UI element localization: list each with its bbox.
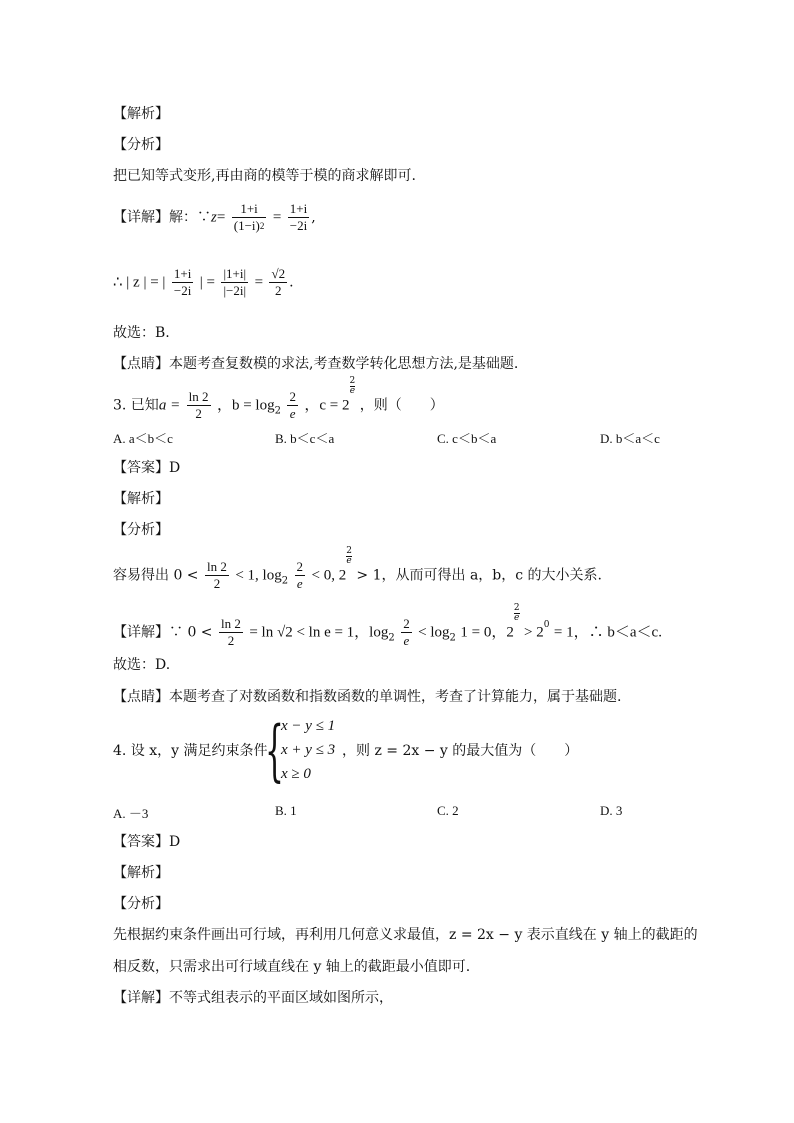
numerator: √2 bbox=[271, 266, 286, 281]
var-z: z bbox=[211, 209, 217, 226]
subscript: 2 bbox=[274, 405, 281, 417]
denominator: e bbox=[296, 576, 303, 591]
denominator: e bbox=[289, 406, 296, 421]
superscript: 0 bbox=[543, 620, 550, 630]
den-text: (1−i) bbox=[233, 218, 260, 233]
q3-analysis-label: 【解析】 bbox=[113, 491, 169, 507]
end: > 2 bbox=[524, 624, 544, 641]
constraint-3: x ≥ 0 bbox=[281, 766, 311, 782]
q3-option-c: C. c＜b＜a bbox=[437, 431, 497, 446]
fraction bbox=[219, 616, 243, 649]
q3-select: 故选：D. bbox=[113, 657, 171, 673]
comma: , bbox=[311, 209, 316, 226]
equals: = bbox=[272, 209, 282, 226]
numerator: 1+i bbox=[232, 201, 267, 218]
fraction bbox=[295, 559, 306, 592]
denominator: −2i bbox=[173, 283, 192, 298]
q3-c: ，c = 2 bbox=[304, 397, 350, 414]
end: > 1，从而可得出 a，b，c 的大小关系. bbox=[356, 567, 602, 584]
question-3 bbox=[113, 376, 444, 422]
den-sup: 2 bbox=[259, 221, 265, 231]
detail-prefix: 【详解】解：∵ bbox=[113, 209, 211, 226]
denominator: e bbox=[403, 633, 410, 648]
exponent-fraction bbox=[350, 377, 356, 396]
q4-option-d: D. 3 bbox=[600, 803, 623, 818]
denominator: 2 bbox=[195, 406, 202, 421]
q4-summary-label: 【分析】 bbox=[113, 896, 169, 912]
constraint-2: x + y ≤ 3 bbox=[281, 742, 336, 758]
denominator: 2 bbox=[275, 283, 282, 298]
q3-a: a = bbox=[158, 397, 181, 414]
q4-analysis-2: 相反数，只需求出可行域直线在 y 轴上的截距最小值即可. bbox=[113, 959, 471, 975]
period: . bbox=[289, 274, 294, 291]
exponent-fraction bbox=[346, 547, 352, 566]
fraction bbox=[232, 201, 267, 234]
numerator: 1+i bbox=[289, 201, 308, 216]
fraction bbox=[172, 266, 193, 299]
prefix: 【详解】∵ 0 < bbox=[113, 624, 213, 641]
exp-num: 2 bbox=[346, 546, 352, 556]
fraction bbox=[269, 266, 287, 299]
exp-den: e bbox=[514, 613, 520, 623]
fraction bbox=[187, 389, 211, 422]
q4-option-c: C. 2 bbox=[437, 803, 459, 818]
q3-note: 【点睛】本题考查了对数函数和指数函数的单调性，考查了计算能力，属于基础题. bbox=[113, 689, 622, 705]
q4-answer: 【答案】D bbox=[113, 834, 181, 850]
subscript: 2 bbox=[449, 632, 456, 644]
numerator: ln 2 bbox=[188, 389, 209, 404]
q4-option-b: B. 1 bbox=[275, 803, 297, 818]
numerator: 2 bbox=[296, 559, 304, 574]
numerator: ln 2 bbox=[221, 616, 241, 631]
q3-summary-label: 【分析】 bbox=[113, 522, 169, 538]
brace-icon: { bbox=[265, 712, 284, 789]
fraction bbox=[288, 201, 309, 234]
exp-den: e bbox=[346, 556, 352, 566]
denominator bbox=[232, 218, 267, 234]
denominator: |−2i| bbox=[223, 283, 247, 298]
detail-line-1 bbox=[113, 201, 316, 234]
q3-option-d: D. b＜a＜c bbox=[600, 431, 660, 446]
numerator: |1+i| bbox=[223, 266, 247, 281]
mid3: 1 = 0，2 bbox=[460, 624, 514, 641]
q4-analysis-label: 【解析】 bbox=[113, 865, 169, 881]
denominator: 2 bbox=[227, 633, 235, 648]
mid2: < 0, 2 bbox=[311, 567, 347, 584]
mid2: < log bbox=[418, 624, 450, 641]
section-label-summary: 【分析】 bbox=[113, 137, 169, 153]
end2: = 1，∴ b＜a＜c. bbox=[553, 624, 662, 641]
numerator: ln 2 bbox=[207, 559, 227, 574]
constraint-1: x − y ≤ 1 bbox=[281, 718, 336, 734]
q3-end: ，则（ ） bbox=[359, 397, 444, 414]
prefix: 容易得出 0 < bbox=[113, 567, 199, 584]
equals: = bbox=[254, 274, 264, 291]
detail-line-2 bbox=[113, 266, 294, 299]
subscript: 2 bbox=[281, 575, 289, 587]
modulus-prefix: ∴ | z | = | bbox=[113, 274, 166, 291]
answer-select: 故选：B. bbox=[113, 325, 170, 341]
q3-answer: 【答案】D bbox=[113, 460, 181, 476]
equals: = bbox=[216, 209, 226, 226]
q4-end: ，则 z = 2x − y 的最大值为（ ） bbox=[342, 743, 579, 759]
note: 【点睛】本题考查复数模的求法,考查数学转化思想方法,是基础题. bbox=[113, 356, 519, 372]
modulus-mid: | = bbox=[199, 274, 215, 291]
numerator: 2 bbox=[289, 389, 296, 404]
fraction bbox=[221, 266, 248, 299]
mid: = ln √2 < ln e = 1，log bbox=[249, 624, 389, 641]
q4-option-a: A. －3 bbox=[113, 806, 149, 821]
mid: < 1, log bbox=[235, 567, 282, 584]
q4-detail: 【详解】不等式组表示的平面区域如图所示， bbox=[113, 990, 393, 1006]
exponent-fraction bbox=[514, 604, 520, 623]
q3-detail-text bbox=[113, 603, 662, 649]
fraction bbox=[287, 389, 298, 422]
denominator: −2i bbox=[289, 218, 308, 233]
q4-prefix: 4. 设 x，y 满足约束条件 bbox=[113, 743, 268, 759]
numerator: 2 bbox=[403, 616, 410, 631]
q4-analysis-1: 先根据约束条件画出可行域，再利用几何意义求最值，z = 2x − y 表示直线在 y 轴上的截距的 bbox=[113, 927, 698, 943]
subscript: 2 bbox=[388, 632, 395, 644]
fraction bbox=[205, 559, 229, 592]
exp-den: e bbox=[349, 386, 356, 396]
exp-num: 2 bbox=[513, 603, 520, 613]
exp-num: 2 bbox=[349, 376, 356, 386]
analysis-text: 把已知等式变形,再由商的模等于模的商求解即可. bbox=[113, 168, 416, 184]
q3-prefix: 3. 已知 bbox=[113, 397, 159, 414]
q3-option-b: B. b＜c＜a bbox=[275, 431, 335, 446]
denominator: 2 bbox=[213, 576, 221, 591]
q3-b: ，b = log bbox=[216, 397, 275, 414]
fraction bbox=[401, 616, 412, 649]
q3-option-a: A. a＜b＜c bbox=[113, 431, 173, 446]
q3-analysis-text bbox=[113, 546, 602, 592]
section-label-analysis: 【解析】 bbox=[113, 106, 169, 122]
numerator: 1+i bbox=[173, 266, 192, 281]
